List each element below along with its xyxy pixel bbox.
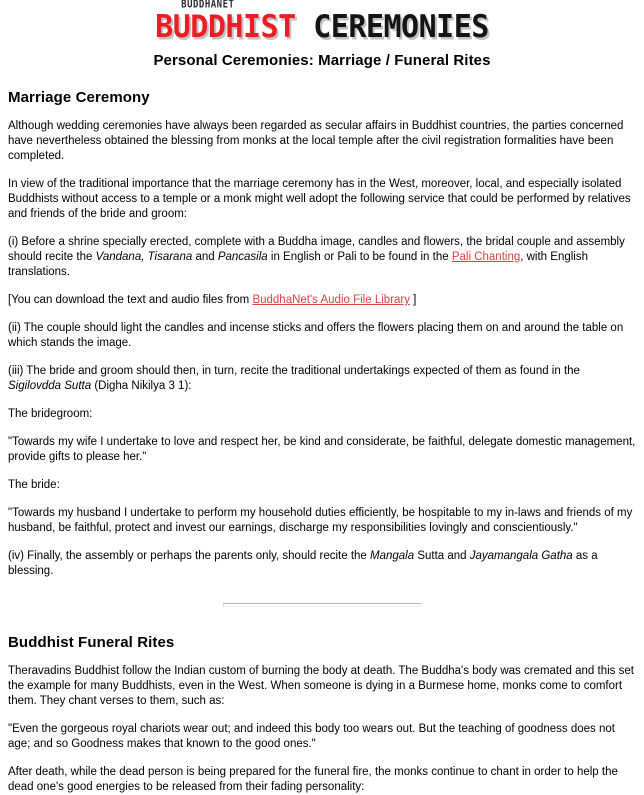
horizontal-rule bbox=[223, 603, 421, 607]
item-iv-text-3: as a blessing. bbox=[8, 550, 598, 577]
banner-title-ceremonies: CEREMONIES bbox=[313, 8, 489, 46]
item-iv-italic-mangala: Mangala bbox=[370, 550, 415, 562]
marriage-item-i bbox=[8, 235, 636, 280]
item-iii-text-1: (iii) The bride and groom should then, in turn, recite the traditional undertakings expected of them as found in the bbox=[8, 365, 580, 377]
banner-site-name: BUDDHANET bbox=[181, 0, 235, 12]
marriage-item-ii: (ii) The couple should light the candles and incense sticks and offers the flowers placing them on and around the table on which stands the image. bbox=[8, 322, 624, 349]
audio-file-library-link[interactable]: BuddhaNet's Audio File Library bbox=[252, 294, 410, 306]
item-i-text-3: in English or Pali to be found in the bbox=[267, 251, 452, 263]
item-iv-italic-jayamangala-gatha: Jayamangala Gatha bbox=[469, 550, 573, 562]
download-note-text-2: ] bbox=[409, 294, 417, 306]
bridegroom-vow: "Towards my wife I undertake to love and respect her, be kind and considerate, be faithful, delegate domestic management, provide gifts to please her." bbox=[8, 436, 636, 463]
bridegroom-label: The bridegroom: bbox=[8, 408, 93, 420]
item-i-text-4: , with English translations. bbox=[8, 251, 588, 278]
item-i-text-1: (i) Before a shrine specially erected, complete with a Buddha image, candles and flowers, the bridal couple and assembly should recite the bbox=[8, 236, 625, 263]
section-heading-funeral: Buddhist Funeral Rites bbox=[8, 634, 175, 651]
item-iv-text-1: (iv) Finally, the assembly or perhaps the parents only, should recite the bbox=[8, 550, 370, 562]
item-iii-text-2: (Digha Nikilya 3 1): bbox=[91, 380, 192, 392]
site-banner bbox=[8, 0, 636, 44]
marriage-paragraph-2: In view of the traditional importance that the marriage ceremony has in the West, moreover, local, and especially isolated Buddhists without access to a temple or a monk might well adopt the following service that could be performed by relatives and friends of the bride and groom: bbox=[8, 178, 631, 220]
bride-label: The bride: bbox=[8, 479, 60, 491]
download-note-text-1: [You can download the text and audio files from bbox=[8, 294, 253, 306]
banner-title-buddhist: BUDDHIST bbox=[155, 8, 296, 46]
funeral-quote: "Even the gorgeous royal chariots wear out; and indeed this body too wears out. But the teaching of goodness does not age; and so Goodness makes that known to the good ones." bbox=[8, 723, 615, 750]
item-i-text-2: and bbox=[192, 251, 218, 263]
item-iv-text-2: Sutta and bbox=[414, 550, 470, 562]
funeral-paragraph-2: After death, while the dead person is being prepared for the funeral fire, the monks continue to chant in order to help the dead one's good energies to be released from their fading personality: bbox=[8, 766, 618, 793]
page-title: Personal Ceremonies: Marriage / Funeral Rites bbox=[153, 52, 491, 69]
pali-chanting-link[interactable]: Pali Chanting bbox=[451, 251, 521, 263]
banner-title bbox=[155, 8, 489, 46]
marriage-item-iv bbox=[8, 549, 636, 579]
marriage-paragraph-1: Although wedding ceremonies have always been regarded as secular affairs in Buddhist countries, the parties concerned have nevertheless obtained the blessing from monks at the local temple after the civil registration formalities have been completed. bbox=[8, 120, 624, 162]
bride-vow: "Towards my husband I undertake to perform my household duties efficiently, be hospitable to my in-laws and friends of my husband, be faithful, protect and invest our earnings, discharge my responsibilities lovingly and conscientiously." bbox=[8, 507, 633, 534]
item-iii-italic-sigilovdda-sutta: Sigilovdda Sutta bbox=[8, 380, 92, 392]
section-heading-marriage: Marriage Ceremony bbox=[8, 89, 150, 106]
banner-logo bbox=[155, 0, 489, 46]
item-i-italic-pancasila: Pancasila bbox=[217, 251, 268, 263]
audio-download-note bbox=[8, 293, 636, 308]
funeral-paragraph-1: Theravadins Buddhist follow the Indian custom of burning the body at death. The Buddha's body was cremated and this set the example for many Buddhists, even in the West. When someone is dying in a Burmese home, monks come to comfort them. They chant verses to them, such as: bbox=[8, 665, 634, 707]
item-i-italic-vandana-tisarana: Vandana, Tisarana bbox=[95, 251, 193, 263]
marriage-item-iii bbox=[8, 364, 636, 394]
section-divider bbox=[8, 596, 636, 614]
